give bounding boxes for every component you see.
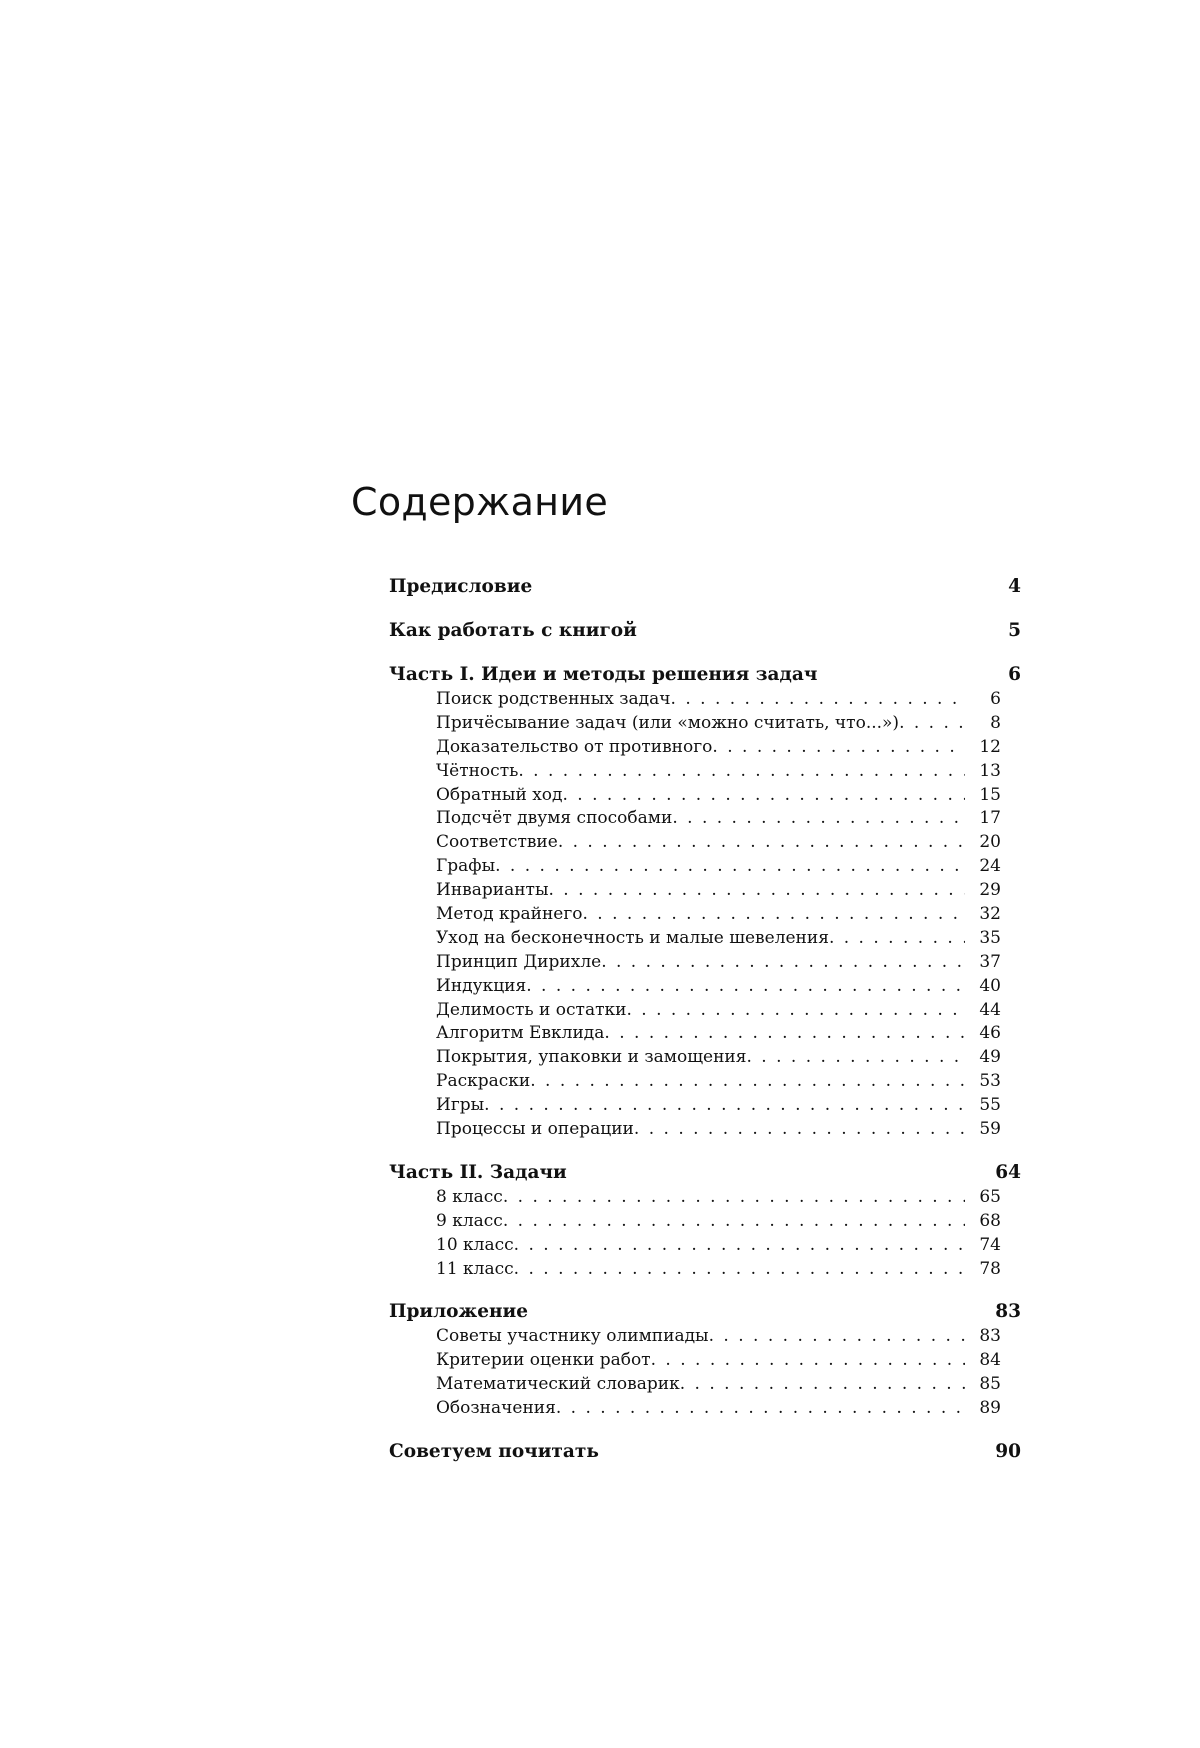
- toc-subentry-label: Поиск родственных задач: [436, 688, 671, 712]
- dot-leader: [651, 1349, 965, 1373]
- toc-subentry[interactable]: [389, 1258, 1001, 1282]
- dot-leader: [548, 879, 965, 903]
- toc-subentry[interactable]: [389, 1373, 1001, 1397]
- toc-subentry-label: 10 класс: [436, 1234, 514, 1258]
- toc-subentry-page: 8: [965, 712, 1001, 736]
- toc-subentry-label: Обратный ход: [436, 784, 562, 808]
- toc-subentry-label: Обозначения: [436, 1397, 556, 1421]
- dot-leader: [672, 807, 965, 831]
- dot-leader: [514, 1258, 965, 1282]
- toc-entry-label: Часть II. Задачи: [389, 1160, 567, 1186]
- toc-subentry-page: 17: [965, 807, 1001, 831]
- toc-subentry-page: 37: [965, 951, 1001, 975]
- toc-subentry-page: 46: [965, 1022, 1001, 1046]
- toc-subentry[interactable]: [389, 855, 1001, 879]
- toc-entry-appendix[interactable]: [389, 1299, 1021, 1325]
- toc-subentry-label: Инварианты: [436, 879, 548, 903]
- dot-leader: [712, 736, 965, 760]
- dot-leader: [601, 951, 965, 975]
- toc-subentry-label: Принцип Дирихле: [436, 951, 601, 975]
- table-of-contents: [389, 574, 1021, 1465]
- dot-leader: [495, 855, 965, 879]
- toc-subentry[interactable]: [389, 951, 1001, 975]
- toc-subentry-page: 53: [965, 1070, 1001, 1094]
- toc-subentry[interactable]: [389, 1234, 1001, 1258]
- dot-leader: [671, 688, 965, 712]
- toc-subentry-label: Индукция: [436, 975, 526, 999]
- toc-entry-preface[interactable]: [389, 574, 1021, 600]
- toc-subentry-page: 13: [965, 760, 1001, 784]
- toc-subentry-page: 83: [965, 1325, 1001, 1349]
- toc-subentry-page: 59: [965, 1118, 1001, 1142]
- toc-subentry[interactable]: [389, 831, 1001, 855]
- toc-subentry-page: 89: [965, 1397, 1001, 1421]
- dot-leader: [582, 903, 965, 927]
- toc-subentry-label: Уход на бесконечность и малые шевеления: [436, 927, 829, 951]
- dot-leader: [634, 1118, 965, 1142]
- dot-leader: [604, 1022, 965, 1046]
- toc-subentry[interactable]: [389, 1070, 1001, 1094]
- toc-subentry-label: Игры: [436, 1094, 484, 1118]
- dot-leader: [626, 999, 965, 1023]
- toc-subentry-label: Советы участнику олимпиады: [436, 1325, 709, 1349]
- toc-subentry-page: 65: [965, 1186, 1001, 1210]
- toc-subentry-page: 84: [965, 1349, 1001, 1373]
- toc-subentry-page: 6: [965, 688, 1001, 712]
- dot-leader: [556, 1397, 965, 1421]
- toc-entry-reading[interactable]: [389, 1439, 1021, 1465]
- toc-entry-part-2[interactable]: [389, 1160, 1021, 1186]
- toc-subentry-page: 55: [965, 1094, 1001, 1118]
- toc-entry-how-to[interactable]: [389, 618, 1021, 644]
- toc-subentry-page: 29: [965, 879, 1001, 903]
- page-title: Содержание: [351, 478, 608, 526]
- toc-subentry-page: 40: [965, 975, 1001, 999]
- toc-subentry[interactable]: [389, 736, 1001, 760]
- dot-leader: [518, 760, 965, 784]
- toc-subentry-page: 12: [965, 736, 1001, 760]
- toc-entry-label: Часть I. Идеи и методы решения задач: [389, 662, 817, 688]
- toc-subentry-label: Метод крайнего: [436, 903, 582, 927]
- dot-leader: [503, 1210, 965, 1234]
- toc-subentry-label: Процессы и операции: [436, 1118, 634, 1142]
- toc-subentry[interactable]: [389, 1349, 1001, 1373]
- toc-subentry-label: 9 класс: [436, 1210, 503, 1234]
- toc-subentry[interactable]: [389, 903, 1001, 927]
- dot-leader: [562, 784, 965, 808]
- toc-entry-label: Предисловие: [389, 574, 532, 600]
- toc-subentry[interactable]: [389, 784, 1001, 808]
- toc-subentry-page: 74: [965, 1234, 1001, 1258]
- toc-subentry[interactable]: [389, 927, 1001, 951]
- toc-subentry-page: 49: [965, 1046, 1001, 1070]
- dot-leader: [484, 1094, 965, 1118]
- dot-leader: [526, 975, 965, 999]
- toc-subentry[interactable]: [389, 1118, 1001, 1142]
- dot-leader: [680, 1373, 965, 1397]
- toc-subentry[interactable]: [389, 1397, 1001, 1421]
- toc-subentry-label: Чётность: [436, 760, 518, 784]
- toc-subentry-page: 20: [965, 831, 1001, 855]
- toc-subentry-label: Алгоритм Евклида: [436, 1022, 604, 1046]
- dot-leader: [899, 712, 965, 736]
- toc-subentry[interactable]: [389, 999, 1001, 1023]
- toc-entry-page: 6: [1008, 662, 1021, 688]
- dot-leader: [530, 1070, 965, 1094]
- dot-leader: [829, 927, 965, 951]
- toc-subentry-label: Подсчёт двумя способами: [436, 807, 672, 831]
- toc-subentry[interactable]: [389, 760, 1001, 784]
- toc-entry-page: 5: [1008, 618, 1021, 644]
- toc-entry-label: Как работать с книгой: [389, 618, 637, 644]
- toc-subentry-page: 35: [965, 927, 1001, 951]
- dot-leader: [558, 831, 965, 855]
- dot-leader: [746, 1046, 965, 1070]
- toc-subentry[interactable]: [389, 1094, 1001, 1118]
- toc-subentry-page: 24: [965, 855, 1001, 879]
- toc-subentry-page: 44: [965, 999, 1001, 1023]
- toc-subentry[interactable]: [389, 1022, 1001, 1046]
- toc-subentry-label: Графы: [436, 855, 495, 879]
- toc-entry-page: 90: [995, 1439, 1021, 1465]
- toc-subentry-label: Соответствие: [436, 831, 558, 855]
- toc-subentry[interactable]: [389, 879, 1001, 903]
- toc-subentry[interactable]: [389, 1046, 1001, 1070]
- toc-subentry-label: Причёсывание задач (или «можно считать, что...»): [436, 712, 899, 736]
- toc-subentry-page: 32: [965, 903, 1001, 927]
- dot-leader: [514, 1234, 965, 1258]
- toc-subentry-label: Раскраски: [436, 1070, 530, 1094]
- toc-subentry[interactable]: [389, 1325, 1001, 1349]
- toc-entry-label: Советуем почитать: [389, 1439, 599, 1465]
- toc-subentry-label: Доказательство от противного: [436, 736, 712, 760]
- toc-subentry-page: 85: [965, 1373, 1001, 1397]
- toc-entry-label: Приложение: [389, 1299, 528, 1325]
- toc-subentry[interactable]: [389, 975, 1001, 999]
- toc-subentry-label: Математический словарик: [436, 1373, 680, 1397]
- toc-entry-part-1[interactable]: [389, 662, 1021, 688]
- toc-subentry[interactable]: [389, 1210, 1001, 1234]
- toc-subentry-label: 8 класс: [436, 1186, 503, 1210]
- toc-subentry-label: 11 класс: [436, 1258, 514, 1282]
- toc-entry-page: 64: [995, 1160, 1021, 1186]
- toc-entry-page: 4: [1008, 574, 1021, 600]
- toc-subentry-label: Делимость и остатки: [436, 999, 626, 1023]
- dot-leader: [709, 1325, 965, 1349]
- toc-subentry-label: Покрытия, упаковки и замощения: [436, 1046, 746, 1070]
- toc-subentry[interactable]: [389, 688, 1001, 712]
- toc-subentry-page: 68: [965, 1210, 1001, 1234]
- toc-subentry-label: Критерии оценки работ: [436, 1349, 651, 1373]
- toc-entry-page: 83: [995, 1299, 1021, 1325]
- toc-subentry-page: 78: [965, 1258, 1001, 1282]
- toc-subentry[interactable]: [389, 807, 1001, 831]
- dot-leader: [503, 1186, 965, 1210]
- toc-subentry[interactable]: [389, 712, 1001, 736]
- toc-subentry[interactable]: [389, 1186, 1001, 1210]
- toc-subentry-page: 15: [965, 784, 1001, 808]
